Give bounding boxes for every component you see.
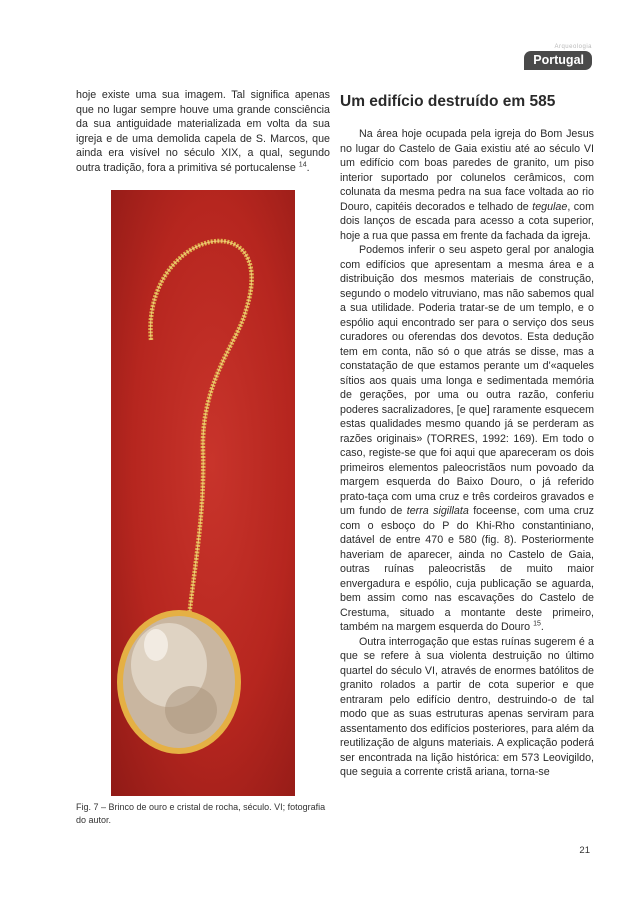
footnote-ref[interactable]: 14 (298, 160, 307, 168)
left-column (76, 88, 330, 175)
gold-wire (150, 241, 251, 670)
left-paragraph: hoje existe uma sua imagem. Tal significa apenas que no lugar sempre houve uma grande consciência da sua antiguidade materializada em volta da sua igreja e de uma demolida capela de S. Marcos, que ainda era visível no século XIX, a qual, segundo outra tradição, fora a primitiva sé portucalense $^{14}$. (76, 89, 330, 174)
section-heading: Um edifício destruído em 585 (340, 93, 556, 110)
footnote-ref[interactable]: 15 (533, 620, 541, 628)
paragraph-2: Podemos inferir o seu aspeto geral por analogia com edifícios que apresentam a mesma área e a distribuição dos mesmos materiais de construção, segundo o modelo vitruviano, mas não sabemos qual a sua utilidade. Poderia tratar-se de um templo, e o espólio aqui encontrado ser para o serviço dos seus curadores ou oferendas dos devotos. Esta dedução tem em conta, não só o que atrás se disse, mas a constatação de que estamos perante um d'«aqueles sítios aos quais uma longa e sedimentada memória de gerações, por uma ou outra razão, conferiu poderes sacralizadores, [e que] raramente esquecem estas qualidades mesmo quando já se perderam as razões originais» (TORRES, 1992: 169). Em todo o caso, registe-se que foi aqui que apareceram os dois primeiros elementos paleocristãos num povoado da margem esquerda do Baixo Douro, o já referido prato-taça com uma cruz e três cordeiros gravados e um fundo de terra sigillata foceense, com uma cruz com o esboço do P do Khi-Rho constantiniano, datável de entre 470 e 580 (fig. 8). Posteriormente haveriam de aparecer, ainda no Castelo de Gaia, outras ruínas paleocristãs de muito maior envergadura e espólio, cuja publicação se aguarda, bem assim como nas escavações do Castelo de Crestuma, situado a montante deste primeiro, também na margem esquerda do Douro $^{15}$. (340, 244, 594, 633)
paragraph-3: Outra interrogação que estas ruínas sugerem é a que se refere à sua violenta destruição no último quartel do século VI, através de enormes batólitos de granito rolados a partir de cota superior e que entraram pelo edifício dentro, destruindo-o de tal modo que as suas estruturas apenas serviram para assentamento dos edifícios posteriores, para além da reutilização de alguns materiais. A explicação poderá ser encontrada na lição histórica: em 573 Leovigildo, que seguia a corrente cristã ariana, torna-se (340, 635, 594, 778)
right-column (340, 92, 594, 780)
country-tag: Portugal (524, 51, 592, 70)
paragraph-1: Na área hoje ocupada pela igreja do Bom Jesus no lugar do Castelo de Gaia existiu até ao século VI um edifício com boas paredes de granito, um piso interior suportado por colunelos cerâmicos, com colunata da mesma pedra na sua face voltada ao rio Douro, capitéis decorados e telhado de tegulae, com dois lanços de escada para acesso a cota superior, hoje a rua que passa em frente da fachada da igreja. (340, 128, 594, 242)
page-number: 21 (579, 845, 590, 856)
earring-illustration (111, 190, 295, 796)
publication-small-text: Arqueologia (554, 44, 592, 50)
figure-caption: Fig. 7 – Brinco de ouro e cristal de rocha, século. VI; fotografia do autor. (76, 802, 326, 825)
earring-photo (111, 190, 295, 796)
header-tag (524, 44, 592, 70)
